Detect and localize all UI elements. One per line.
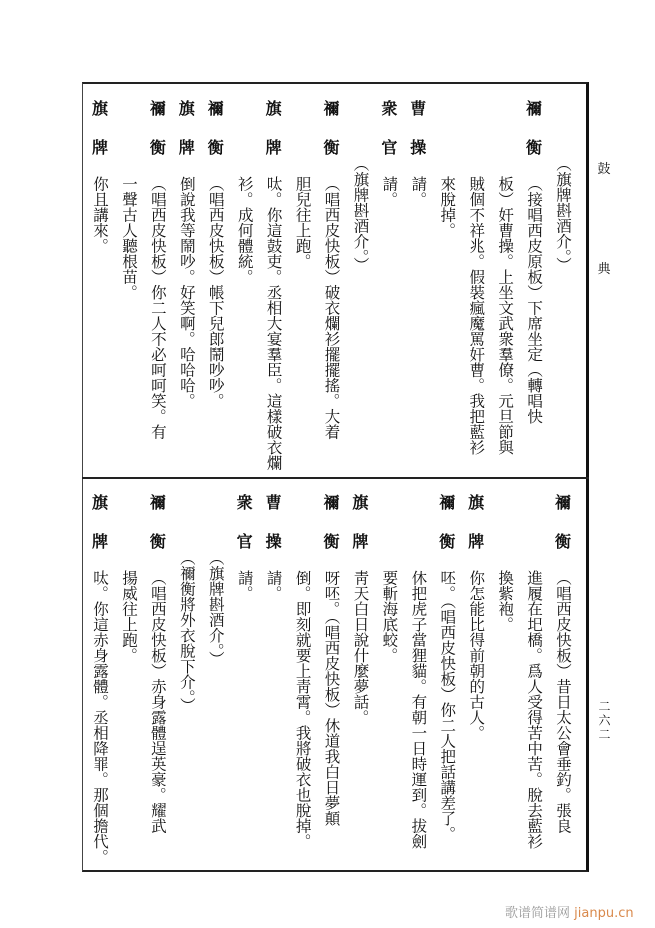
- dialogue-text: 你怎能比得前朝的古人。: [467, 570, 486, 741]
- speaker-name-char: 操: [265, 532, 282, 551]
- speaker-name-char: 牌: [91, 138, 108, 157]
- speaker-name-char: 旗: [265, 99, 282, 118]
- running-header-left: 鼓: [597, 162, 611, 177]
- speaker-name-char: 禰: [149, 99, 166, 118]
- speaker-name-char: 衡: [323, 138, 340, 157]
- dialogue-text: 呀呸。（唱西皮快板）休道我白日夢顛: [322, 570, 341, 826]
- dialogue-text: 呔。你這鼓吏。丞相大宴羣臣。這樣破衣爛: [264, 176, 283, 471]
- dialogue-text: （唱西皮快板）赤身露體逞英豪。耀武: [148, 570, 167, 834]
- continuation-text: 休把虎子當狸貓。有朝一日時運到。拔劍: [409, 570, 428, 849]
- dialogue-text: （唱西皮快板）破衣爛衫擺擺搖。大着: [322, 176, 341, 440]
- speaker-name-char: 衡: [149, 532, 166, 551]
- speaker-name-char: 曹: [410, 99, 427, 118]
- continuation-text: （禰衡將外衣脫下介。）: [177, 550, 196, 713]
- continuation-text: 衫。成何體統。: [235, 176, 254, 285]
- continuation-text: 一聲古人聽根苗。: [119, 176, 138, 300]
- continuation-text: 來脫掉。: [438, 176, 457, 238]
- speaker-name-char: 官: [381, 138, 398, 157]
- continuation-text: （旗牌斟酒介。）: [351, 156, 370, 273]
- section-divider: [82, 477, 589, 479]
- dialogue-text: 請。: [235, 570, 254, 601]
- continuation-text: 要斬海底蛟。: [380, 570, 399, 663]
- speaker-name-char: 衡: [439, 532, 456, 551]
- speaker-name-char: 牌: [178, 138, 195, 157]
- continuation-text: 倒。即刻就要上靑霄。我將破衣也脫掉。: [293, 570, 312, 849]
- running-header-right: 典: [597, 262, 611, 277]
- continuation-text: 板）奸曹操。上坐文武衆羣僚。元旦節與: [496, 176, 515, 455]
- dialogue-text: （接唱西皮原板）下席坐定（轉唱快: [525, 176, 544, 424]
- dialogue-text: 呔。你這赤身露體。丞相降罪。那個擔代。: [91, 570, 109, 865]
- speaker-name-char: 牌: [468, 532, 485, 551]
- continuation-text: 胆兒往上跑。: [293, 176, 312, 269]
- speaker-name-char: 禰: [554, 493, 571, 512]
- dialogue-text: 你且講來。: [91, 176, 109, 254]
- continuation-text: 進履在圯橋。爲人受得苦中苦。脫去藍衫: [525, 570, 544, 849]
- speaker-name-char: 旗: [352, 493, 369, 512]
- speaker-name-char: 旗: [91, 493, 108, 512]
- watermark: [505, 902, 634, 921]
- speaker-name-char: 衡: [526, 138, 543, 157]
- speaker-name-char: 衆: [236, 493, 253, 512]
- dialogue-text: 請。: [380, 176, 399, 207]
- speaker-name-char: 牌: [265, 138, 282, 157]
- dialogue-text: （唱西皮快板）帳下兒郎鬧吵吵。: [206, 176, 225, 409]
- speaker-name-char: 旗: [91, 99, 108, 118]
- dialogue-text: 請。: [409, 176, 428, 207]
- continuation-text: 賊個不祥兆。假裝瘋魔罵奸曹。我把藍衫: [467, 176, 486, 455]
- speaker-name-char: 衡: [149, 138, 166, 157]
- dialogue-text: （唱西皮快板）你二人不必呵呵笑。有: [148, 176, 167, 440]
- dialogue-text: 呸。（唱西皮快板）你二人把話講差了。: [438, 570, 457, 842]
- speaker-name-char: 禰: [323, 99, 340, 118]
- dialogue-text: 靑天白日說什麼夢話。: [351, 570, 370, 725]
- watermark-site: 歌谱简谱网: [505, 906, 571, 921]
- watermark-url: jianpu.cn: [574, 906, 634, 921]
- speaker-name-char: 衡: [554, 532, 571, 551]
- dialogue-text: 倒說我等鬧吵。好笑啊。哈哈哈。: [177, 176, 196, 409]
- speaker-name-char: 官: [236, 532, 253, 551]
- dialogue-text: （唱西皮快板）昔日太公會垂釣。張良: [554, 570, 572, 834]
- speaker-name-char: 禰: [526, 99, 543, 118]
- continuation-text: 揚威往上跑。: [119, 570, 138, 663]
- speaker-name-char: 牌: [91, 532, 108, 551]
- speaker-name-char: 禰: [149, 493, 166, 512]
- speaker-name-char: 衡: [207, 138, 224, 157]
- speaker-name-char: 旗: [468, 493, 485, 512]
- page-number: 二六二: [597, 700, 611, 742]
- continuation-text: 換紫袍。: [496, 570, 515, 632]
- speaker-name-char: 旗: [178, 99, 195, 118]
- speaker-name-char: 牌: [352, 532, 369, 551]
- speaker-name-char: 禰: [207, 99, 224, 118]
- speaker-name-char: 衡: [323, 532, 340, 551]
- continuation-text: （旗牌斟酒介。）: [554, 156, 572, 273]
- continuation-text: （旗牌斟酒介。）: [206, 550, 225, 667]
- dialogue-text: 請。: [264, 570, 283, 601]
- speaker-name-char: 禰: [439, 493, 456, 512]
- speaker-name-char: 衆: [381, 99, 398, 118]
- speaker-name-char: 曹: [265, 493, 282, 512]
- speaker-name-char: 操: [410, 138, 427, 157]
- speaker-name-char: 禰: [323, 493, 340, 512]
